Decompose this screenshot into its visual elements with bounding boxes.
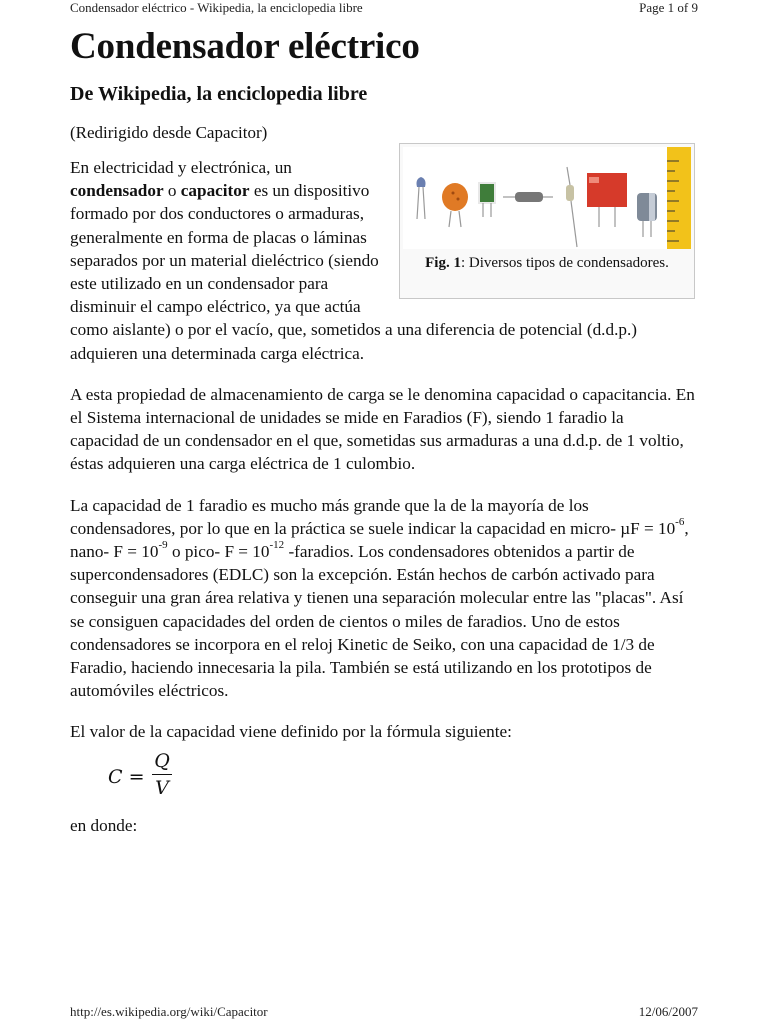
- print-header: [70, 0, 698, 18]
- print-footer: [70, 1002, 698, 1020]
- figure-caption: [403, 254, 691, 273]
- ruler-image: [667, 147, 691, 249]
- en-donde-paragraph: en donde:: [70, 815, 138, 835]
- formula-denominator: V: [155, 776, 169, 799]
- fraction-bar: [152, 774, 172, 775]
- print-page-title: Condensador eléctrico - Wikipedia, la enciclopedia libre: [70, 0, 363, 15]
- micro-exponent: -6: [675, 516, 685, 529]
- intro-text-3: es un dispositivo formado por dos conductores o armaduras, generalmente en forma de placas o láminas separados por un material dieléctrico (siendo este utilizado en un condensador para disminuir el campo eléctrico, ya que actúa como aislante) o por el vacío, que, sometidos a una diferencia de potencial (d.d.p.) adquieren una determinada carga eléctrica.: [70, 181, 637, 363]
- units-text-1: La capacidad de 1 faradio es mucho más grande que la de la mayoría de los condensadores, por lo que en la práctica se suele indicar la capacidad en micro- µF = 10: [70, 495, 676, 538]
- formula-intro-paragraph: El valor de la capacidad viene definido por la fórmula siguiente:: [70, 722, 512, 742]
- capacitance-formula: [108, 750, 696, 808]
- print-url: http://es.wikipedia.org/wiki/Capacitor: [70, 1004, 268, 1019]
- article-subtitle: De Wikipedia, la enciclopedia libre: [70, 83, 368, 105]
- formula-lhs: C =: [108, 765, 145, 788]
- figure-caption-text: : Diversos tipos de condensadores.: [460, 255, 669, 271]
- figure-capacitors: [399, 143, 695, 299]
- capacitors-photo: [403, 147, 691, 249]
- print-date: 12/06/2007: [638, 1004, 698, 1019]
- figure-caption-label: Fig. 1: [425, 255, 461, 271]
- article-content: [70, 20, 696, 855]
- redirect-note: (Redirigido desde Capacitor): [70, 123, 268, 142]
- intro-text-1: En electricidad y electrónica, un: [70, 158, 292, 177]
- formula-fraction: [152, 750, 172, 799]
- units-text-2: , nano- F = 10: [70, 518, 689, 562]
- capacity-paragraph: A esta propiedad de almacenamiento de carga se le denomina capacidad o capacitancia. En el Sistema internacional de unidades se mide en Faradios (F), siendo 1 faradio la capacidad de un condensador en el que, sometidas sus armaduras a una d.d.p. de 1 voltio, éstas adquieren una carga eléctrica de 1 culombio.: [70, 384, 695, 474]
- pico-exponent: -12: [269, 539, 285, 552]
- units-text-3: o pico- F = 10: [167, 542, 270, 562]
- units-paragraph: [70, 494, 696, 703]
- nano-exponent: -9: [158, 539, 168, 552]
- term-condensador: condensador: [70, 181, 164, 201]
- article-title: Condensador eléctrico: [70, 26, 420, 67]
- intro-text-2: o: [163, 181, 181, 201]
- formula-numerator: Q: [154, 749, 170, 772]
- units-text-4: -faradios. Los condensadores obtenidos a partir de supercondensadores (EDLC) son la excepción. Están hechos de carbón activado para conseguir una gran área relativa y tienen una separación molecular entre las "placas". Así se consiguen capacidades del orden de cientos o miles de faradios. Uno de estos condensadores se incorpora en el reloj Kinetic de Seiko, con una capacidad de 1/3 de Faradio, haciendo innecesaria la pila. También se está utilizando en los prototipos de automóviles eléctricos.: [70, 542, 684, 701]
- term-capacitor: capacitor: [180, 181, 250, 201]
- print-page-counter: Page 1 of 9: [639, 0, 698, 15]
